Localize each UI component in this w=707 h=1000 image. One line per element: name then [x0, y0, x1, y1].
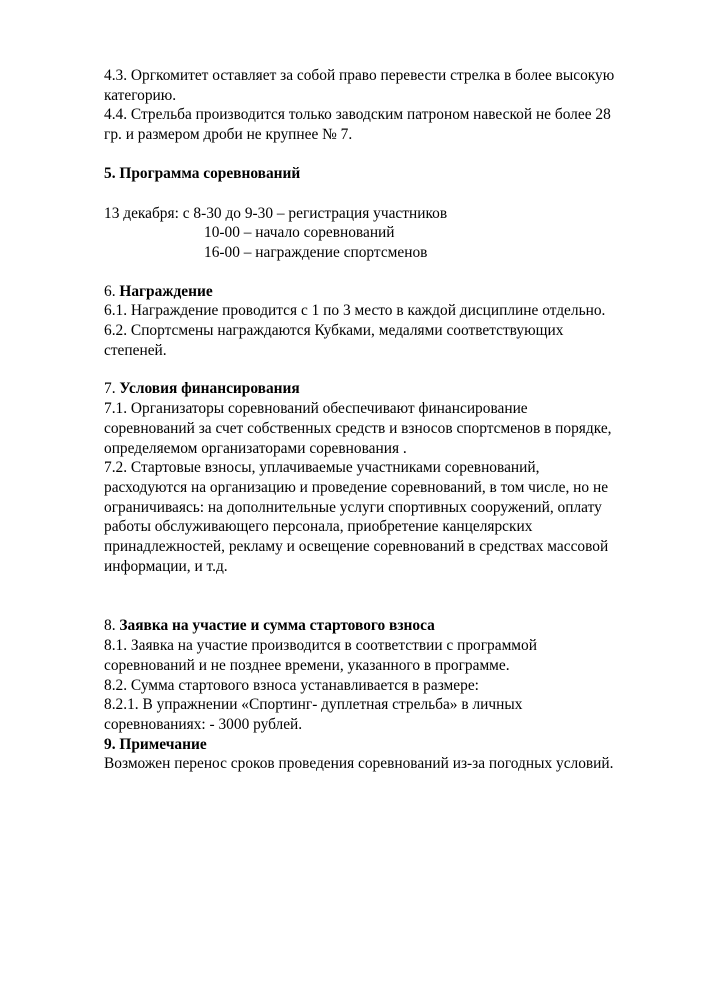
section-title: Условия финансирования	[119, 380, 300, 398]
paragraph-7-2	[104, 458, 684, 576]
section-8-heading	[104, 616, 684, 636]
paragraph-6-2	[104, 321, 684, 360]
section-number: 7.	[104, 380, 120, 398]
section-5-heading: 5. Программа соревнований	[104, 164, 301, 182]
text-line: соревнованиях: - 3000 рублей.	[104, 715, 303, 733]
section-title: Награждение	[119, 282, 213, 300]
text-line: соревнований и не позднее времени, указанного в программе.	[104, 656, 510, 674]
section-9-heading: 9. Примечание	[104, 735, 207, 753]
text-line: информации, и т.д.	[104, 557, 228, 575]
schedule-line: 13 декабря: с 8-30 до 9-30 – регистрация участников	[104, 204, 448, 222]
schedule	[104, 204, 684, 263]
paragraph-6-1: 6.1. Награждение проводится с 1 по 3 место в каждой дисциплине отдельно.	[104, 302, 606, 320]
text-line: гр. и размером дроби не крупнее № 7.	[104, 126, 353, 144]
section-7-heading	[104, 379, 684, 399]
text-line: 8.1. Заявка на участие производится в соответствии с программой	[104, 637, 537, 655]
text-line: принадлежностей, рекламу и освещение соревнований в средствах массовой	[104, 538, 609, 556]
text-line: 7.2. Стартовые взносы, уплачиваемые участниками соревнований,	[104, 459, 540, 477]
section-title: Заявка на участие и сумма стартового взноса	[119, 617, 435, 635]
paragraph-4-3	[104, 66, 684, 105]
schedule-line: 16-00 – награждение спортсменов	[204, 243, 428, 261]
text-line: 8.2.1. В упражнении «Спортинг- дуплетная стрельба» в личных	[104, 696, 523, 714]
paragraph-4-4	[104, 105, 684, 144]
paragraph-8-1	[104, 636, 684, 675]
text-line: степеней.	[104, 341, 167, 359]
paragraph-9: Возможен перенос сроков проведения соревнований из-за погодных условий.	[104, 755, 614, 773]
document-page	[104, 66, 684, 774]
text-line: 4.3. Оргкомитет оставляет за собой право перевести стрелка в более высокую	[104, 67, 615, 84]
text-line: ограничиваясь: на дополнительные услуги спортивных сооружений, оплату	[104, 498, 602, 516]
text-line: соревнований за счет собственных средств и взносов спортсменов в порядке,	[104, 419, 612, 437]
section-6-heading	[104, 282, 684, 302]
schedule-line: 10-00 – начало соревнований	[204, 224, 395, 242]
paragraph-7-1	[104, 399, 684, 458]
text-line: определяемом организаторами соревнования .	[104, 439, 407, 457]
text-line: 7.1. Организаторы соревнований обеспечивают финансирование	[104, 400, 528, 418]
text-line: расходуются на организацию и проведение соревнований, в том числе, но не	[104, 478, 609, 496]
paragraph-8-2-1	[104, 695, 684, 734]
section-number: 6.	[104, 282, 120, 300]
text-line: 6.2. Спортсмены награждаются Кубками, медалями соответствующих	[104, 322, 564, 340]
section-number: 8.	[104, 617, 120, 635]
text-line: категорию.	[104, 86, 177, 104]
paragraph-8-2: 8.2. Сумма стартового взноса устанавливается в размере:	[104, 676, 479, 694]
text-line: 4.4. Стрельба производится только заводским патроном навеской не более 28	[104, 106, 611, 124]
text-line: работы обслуживающего персонала, приобретение канцелярских	[104, 518, 533, 536]
